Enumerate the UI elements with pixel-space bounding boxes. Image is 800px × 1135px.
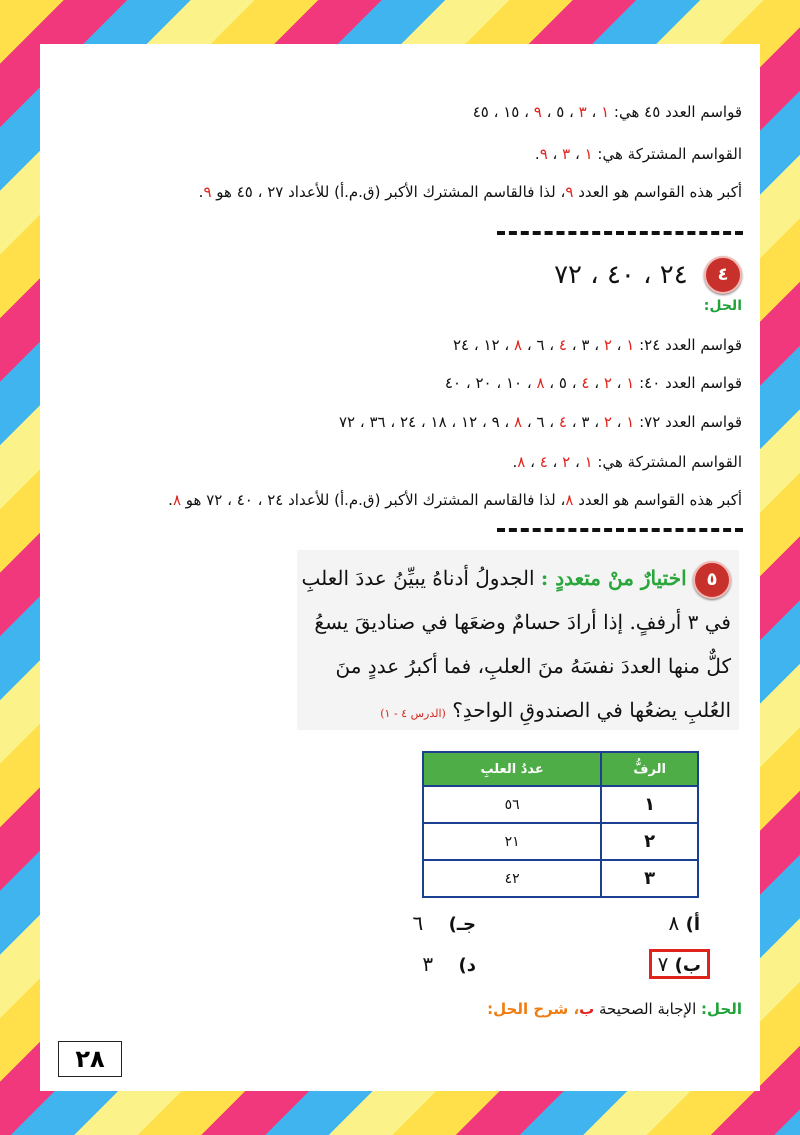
divisors-45-line: قواسم العدد ٤٥ هي: ١ ، ٣ ، ٥ ، ٩ ، ١٥ ، ٤٥ [472,103,742,121]
problem-4-header [50,256,742,294]
divisors-72-line: قواسم العدد ٧٢: ١ ، ٢ ، ٣ ، ٤ ، ٦ ، ٨ ، ٩ ، ١٢ ، ١٨ ، ٢٤ ، ٣٦ ، ٧٢ [338,413,742,431]
table-row: ١ ٥٦ [423,786,698,823]
question-text: الجدولُ أدناهُ يبيِّنُ عددَ العلبِ في ٣ أرففٍ. إذا أرادَ حسامٌ وضعَها في صناديقَ يسعُ كلٌّ منها العددَ نفسَهُ منَ العلبِ، فما أكبرُ عددٍ منَ العُلبِ يضعُها في الصندوقِ الواحدِ؟ [301,566,731,722]
choice-a[interactable]: أ) ٨ [668,911,700,935]
problem-4-numbers: ٢٤ ، ٤٠ ، ٧٢ [554,260,688,290]
shelf-cans-table [422,751,699,898]
problem-number-badge: ٤ [704,256,742,294]
divisors-40-line: قواسم العدد ٤٠: ١ ، ٢ ، ٤ ، ٥ ، ٨ ، ١٠ ، ٢٠ ، ٤٠ [444,374,742,392]
answer-line: الحل: الإجابة الصحيحة ب، شرح الحل: [487,1000,742,1018]
gcf-line-p4: أكبر هذه القواسم هو العدد ٨، لذا فالقاسم المشترك الأكبر (ق.م.أ) للأعداد ٢٤ ، ٤٠ ، ٧٢ هو ٨. [168,491,742,509]
choice-c[interactable]: جـ) ٦ [412,911,476,935]
problem-number-badge: ٥ [693,561,731,599]
choice-b-correct[interactable]: ب) ٧ [649,949,710,979]
common-divisors-line-p4: القواسم المشتركة هي: ١ ، ٢ ، ٤ ، ٨. [512,453,742,471]
choice-d[interactable]: د) ٣ [422,952,476,976]
gcf-line-p3: أكبر هذه القواسم هو العدد ٩، لذا فالقاسم المشترك الأكبر (ق.م.أ) للأعداد ٢٧ ، ٤٥ هو ٩. [198,183,742,201]
separator-dashes [497,528,743,532]
table-header: الرفُّ [601,752,698,786]
common-divisors-line-p3: القواسم المشتركة هي: ١ ، ٣ ، ٩. [534,145,742,163]
question-box [297,550,739,730]
table-header: عددُ العلبِ [423,752,601,786]
table-row: ٢ ٢١ [423,823,698,860]
page-number: ٢٨ [58,1041,122,1077]
solution-label-p4: الحل: [703,298,742,314]
separator-dashes [497,231,743,235]
divisors-24-line: قواسم العدد ٢٤: ١ ، ٢ ، ٣ ، ٤ ، ٦ ، ٨ ، ١٢ ، ٢٤ [452,336,742,354]
table-row: ٣ ٤٢ [423,860,698,897]
lesson-reference: (الدرس ٤ - ١) [380,707,446,720]
question-title: اختيارٌ منْ متعددٍ : [540,566,687,590]
